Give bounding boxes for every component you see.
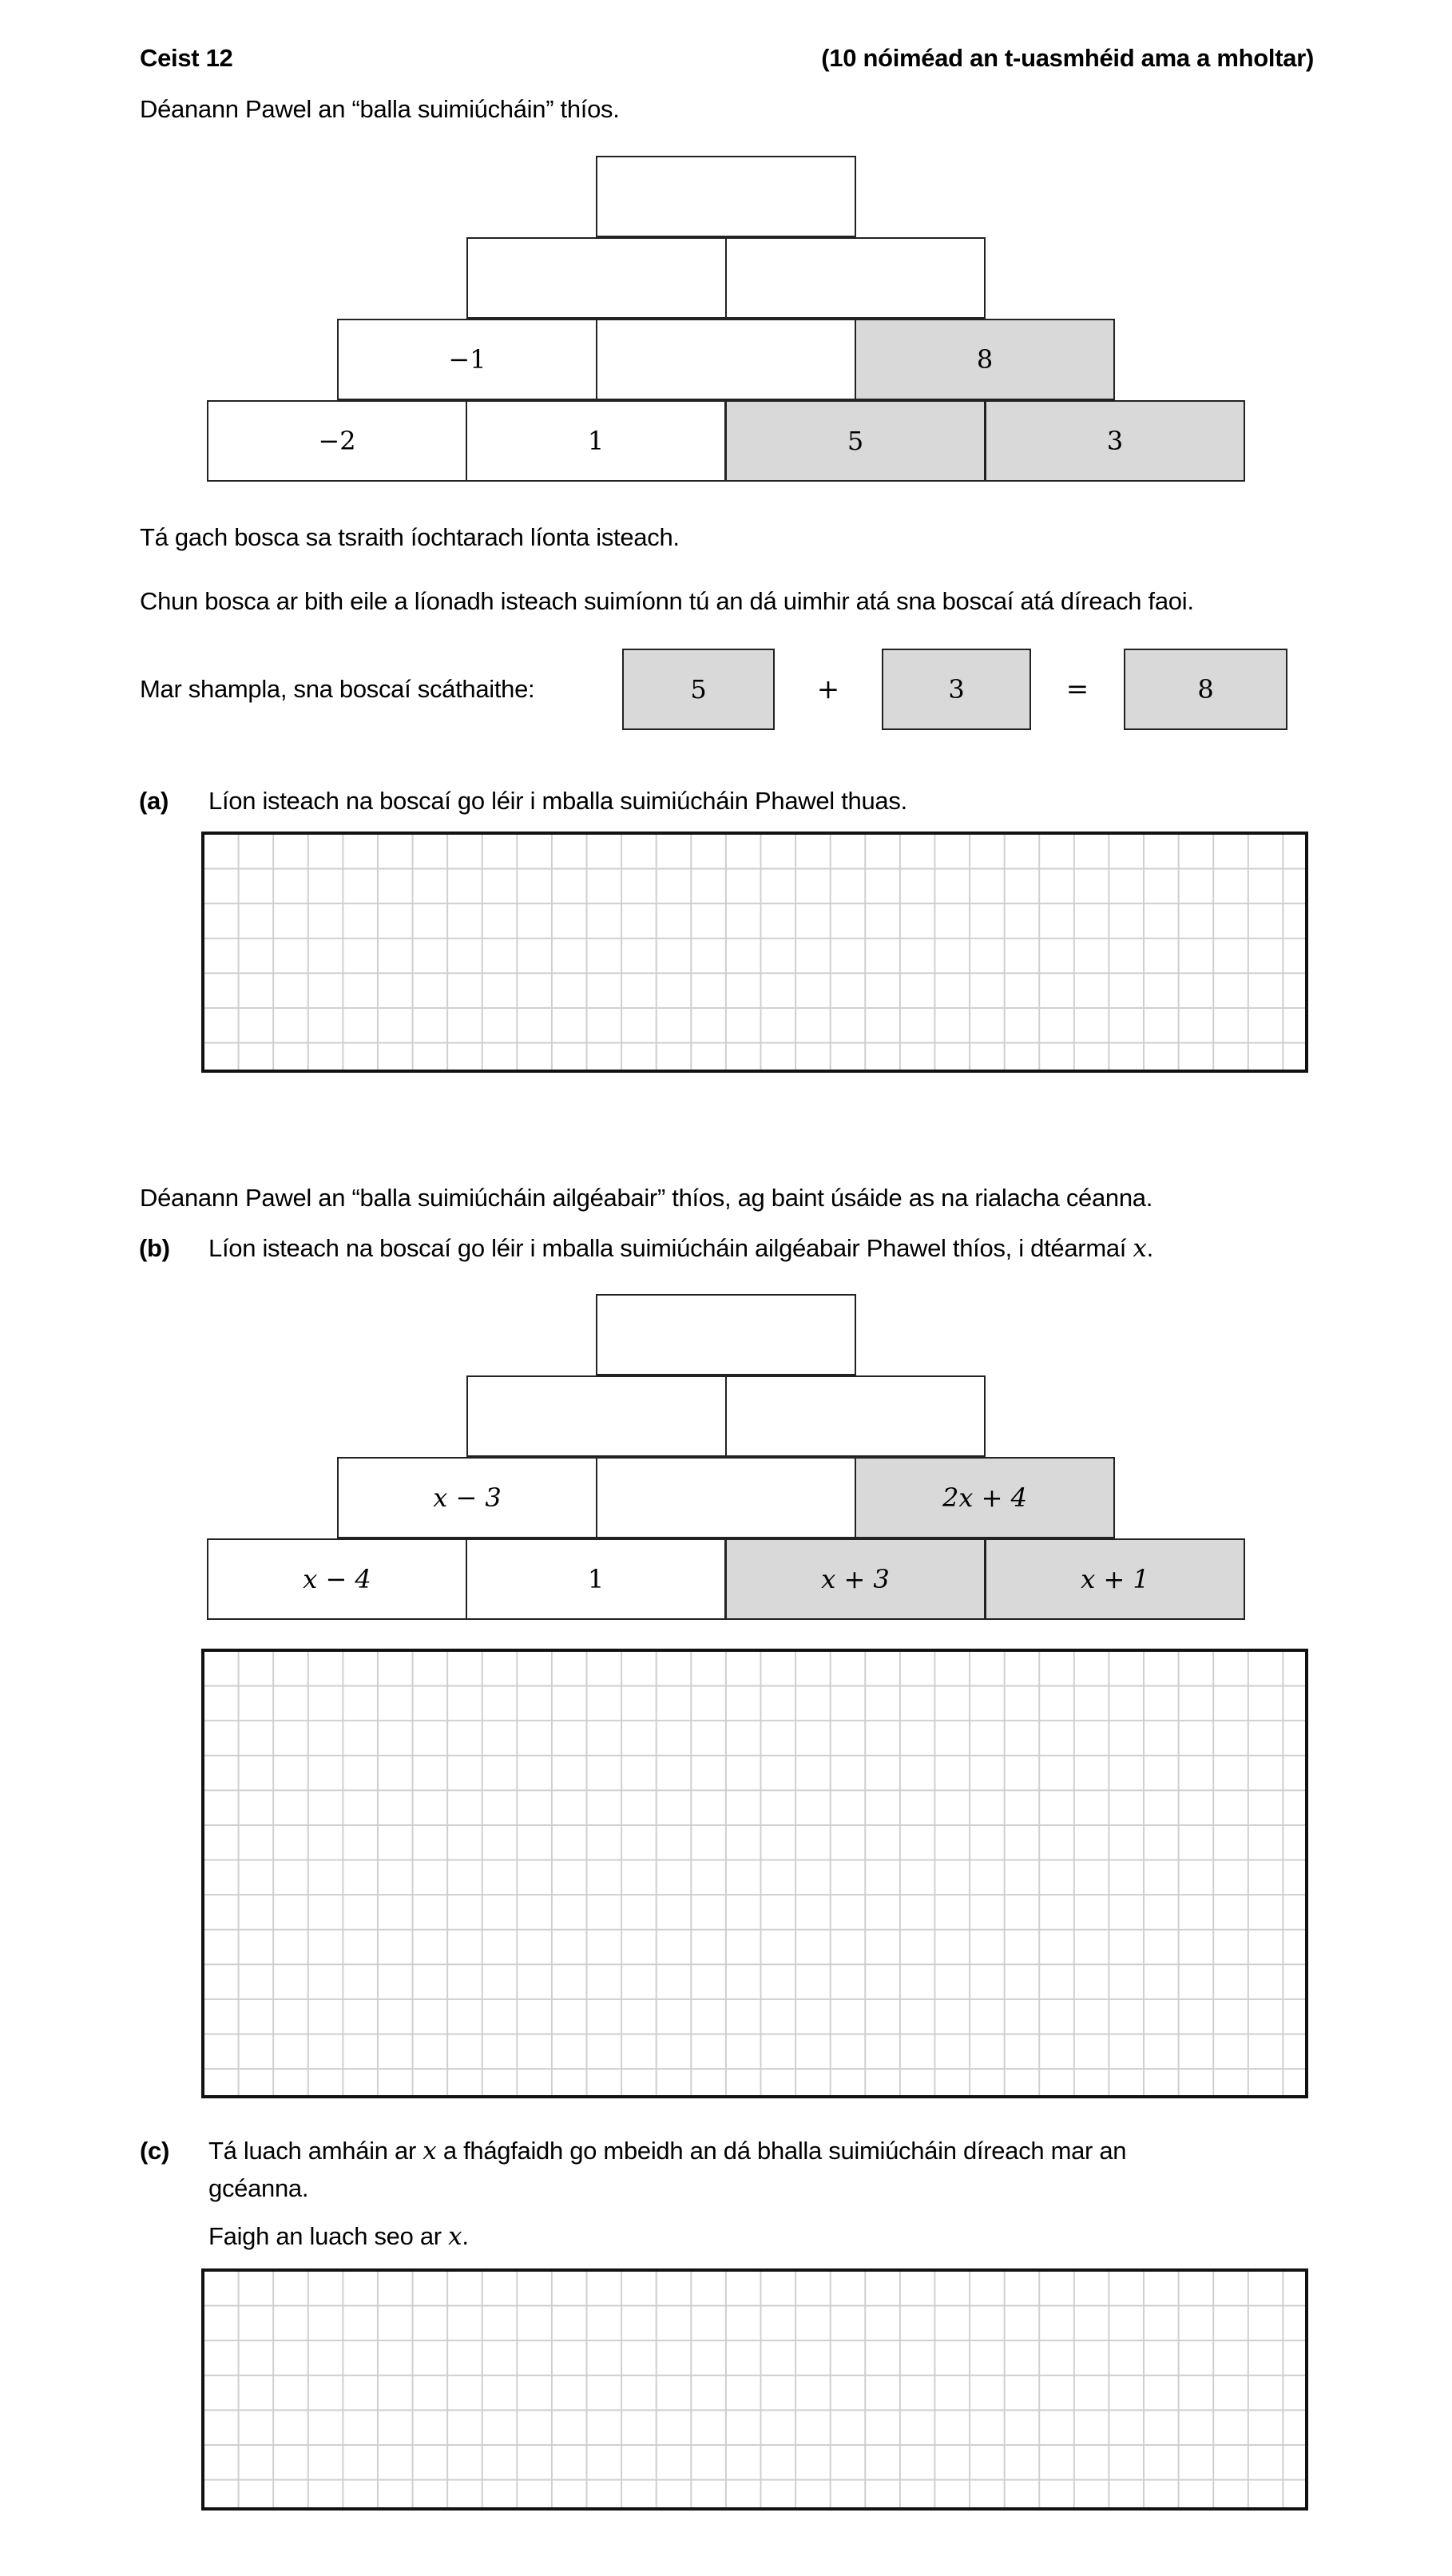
part-a-label: (a)	[139, 787, 169, 815]
part-c-line-2: gcéanna.	[208, 2174, 309, 2202]
part-b-text-main: Líon isteach na boscaí go léir i mballa suimiúcháin ailgéabair Phawel thíos, i dtéarmaí	[208, 1234, 1127, 1262]
answer-grid-a[interactable]	[201, 832, 1308, 1073]
wall-a-r2-c2	[725, 237, 986, 319]
variable-x: x	[423, 2137, 437, 2165]
part-c-line-3-end: .	[462, 2222, 469, 2250]
wall-a-r1-c1	[596, 156, 856, 237]
part-c-label: (c)	[140, 2137, 169, 2165]
wall-b-r3-c3: 2x + 4	[855, 1457, 1115, 1538]
wall-b-r4-c3: x + 3	[725, 1538, 986, 1620]
equals-sign: =	[1065, 673, 1089, 705]
wall-a-r4-c1: −2	[207, 400, 467, 482]
part-b-text	[208, 1232, 1153, 1264]
wall-a-r4-c4: 3	[985, 400, 1245, 482]
wall-b-r2-c2	[725, 1375, 986, 1457]
wall-b-r1-c1	[596, 1294, 856, 1375]
intro-line-2: Tá gach bosca sa tsraith íochtarach líonta isteach.	[140, 523, 680, 551]
example-box-2: 3	[882, 649, 1031, 730]
variable-x: x	[448, 2222, 462, 2251]
question-number: Ceist 12	[140, 44, 233, 72]
wall-b-r3-c2	[596, 1457, 856, 1538]
example-label: Mar shampla, sna boscaí scáthaithe:	[140, 675, 535, 703]
wall-a-r3-c2	[596, 319, 856, 400]
suggested-time: (10 nóiméad an t-uasmhéid ama a mholtar)	[821, 44, 1314, 72]
part-c-line-3	[208, 2221, 469, 2253]
wall-b-r4-c2: 1	[466, 1538, 726, 1620]
wall-b-r4-c4: x + 1	[985, 1538, 1245, 1620]
part-b-text-end: .	[1146, 1234, 1153, 1262]
intro-line-3: Chun bosca ar bith eile a líonadh isteach suimíonn tú an dá uimhir atá sna boscaí atá díreach faoi.	[140, 587, 1194, 615]
wall-a-r3-c3: 8	[855, 319, 1115, 400]
answer-grid-b[interactable]	[201, 1649, 1308, 2098]
part-c-line-3-pre: Faigh an luach seo ar	[208, 2222, 442, 2250]
part-c-line-1-post: a fhágfaidh go mbeidh an dá bhalla suimiúcháin díreach mar an	[442, 2137, 1127, 2165]
part-c-line-1-pre: Tá luach amháin ar	[208, 2137, 416, 2165]
plus-sign: +	[816, 673, 840, 705]
part-c-line-1	[208, 2135, 1126, 2167]
example-box-1: 5	[622, 649, 775, 730]
wall-b-r2-c1	[466, 1375, 727, 1457]
wall-a-r4-c2: 1	[466, 400, 726, 482]
intro-line-1: Déanann Pawel an “balla suimiúcháin” thíos.	[140, 95, 620, 123]
part-b-label: (b)	[139, 1234, 170, 1262]
answer-grid-c[interactable]	[201, 2268, 1308, 2511]
variable-x: x	[1133, 1234, 1147, 1263]
wall-a-r2-c1	[466, 237, 727, 319]
wall-b-r4-c1: x − 4	[207, 1538, 467, 1620]
example-box-3: 8	[1124, 649, 1287, 730]
part-a-text: Líon isteach na boscaí go léir i mballa suimiúcháin Phawel thuas.	[208, 787, 907, 815]
wall-a-r3-c1: −1	[337, 319, 597, 400]
wall-a-r4-c3: 5	[725, 400, 986, 482]
wall-b-r3-c1: x − 3	[337, 1457, 597, 1538]
part-b-intro: Déanann Pawel an “balla suimiúcháin ailgéabair” thíos, ag baint úsáide as na rialacha céanna.	[140, 1184, 1153, 1212]
